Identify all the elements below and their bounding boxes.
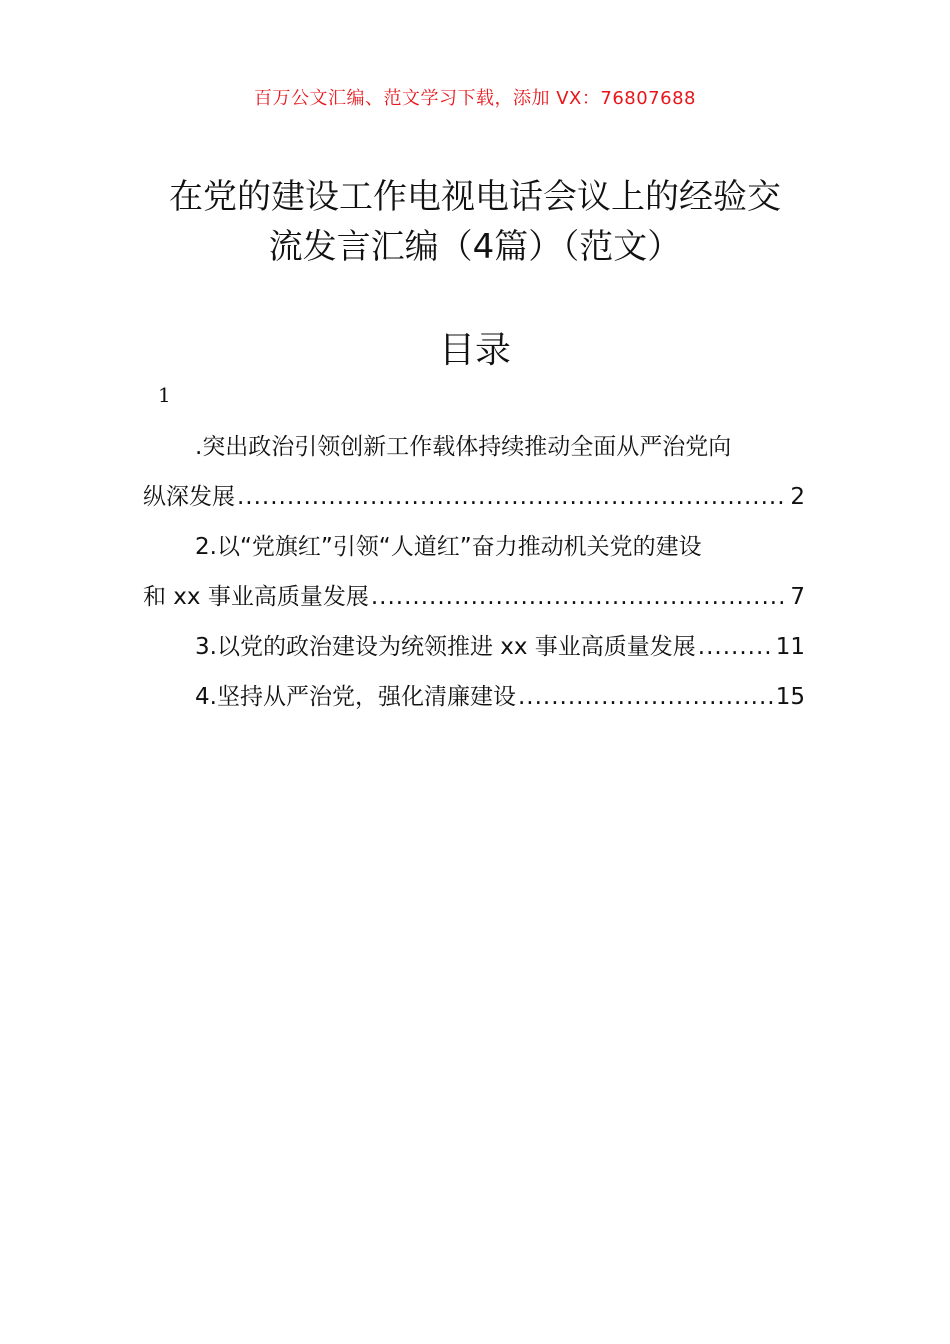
toc-page-number: 7	[790, 584, 805, 610]
toc-entry-title: .突出政治引领创新工作载体持续推动全面从严治党向	[195, 434, 732, 460]
toc-entry-title: 4.坚持从严治党，强化清廉建设	[195, 684, 516, 710]
stray-number: 1	[158, 383, 171, 407]
toc-entry-title: 纵深发展	[143, 484, 235, 510]
dot-leader	[237, 472, 788, 522]
dot-leader	[518, 672, 774, 722]
header-banner: 百万公文汇编、范文学习下载，添加 VX：76807688	[254, 88, 696, 109]
title-line-2: 流发言汇编（4篇）（范文）	[268, 227, 682, 267]
title-line-1: 在党的建设工作电视电话会议上的经验交	[169, 177, 781, 217]
toc-page-number: 11	[775, 634, 805, 660]
table-of-contents	[143, 422, 805, 722]
toc-entry-3[interactable]	[143, 622, 805, 672]
toc-heading: 目录	[438, 330, 511, 371]
toc-page-number: 2	[790, 484, 805, 510]
dot-leader	[371, 572, 789, 622]
document-title	[150, 172, 800, 272]
toc-entry-title: 3.以党的政治建设为统领推进 xx 事业高质量发展	[195, 634, 696, 660]
toc-entry-2[interactable]	[143, 522, 805, 622]
dot-leader	[698, 622, 774, 672]
toc-entry-title: 2.以“党旗红”引领“人道红”奋力推动机关党的建设	[195, 534, 702, 560]
toc-entry-4[interactable]	[143, 672, 805, 722]
toc-page-number: 15	[775, 684, 805, 710]
toc-entry-1[interactable]	[143, 422, 805, 522]
toc-entry-title: 和 xx 事业高质量发展	[143, 584, 369, 610]
